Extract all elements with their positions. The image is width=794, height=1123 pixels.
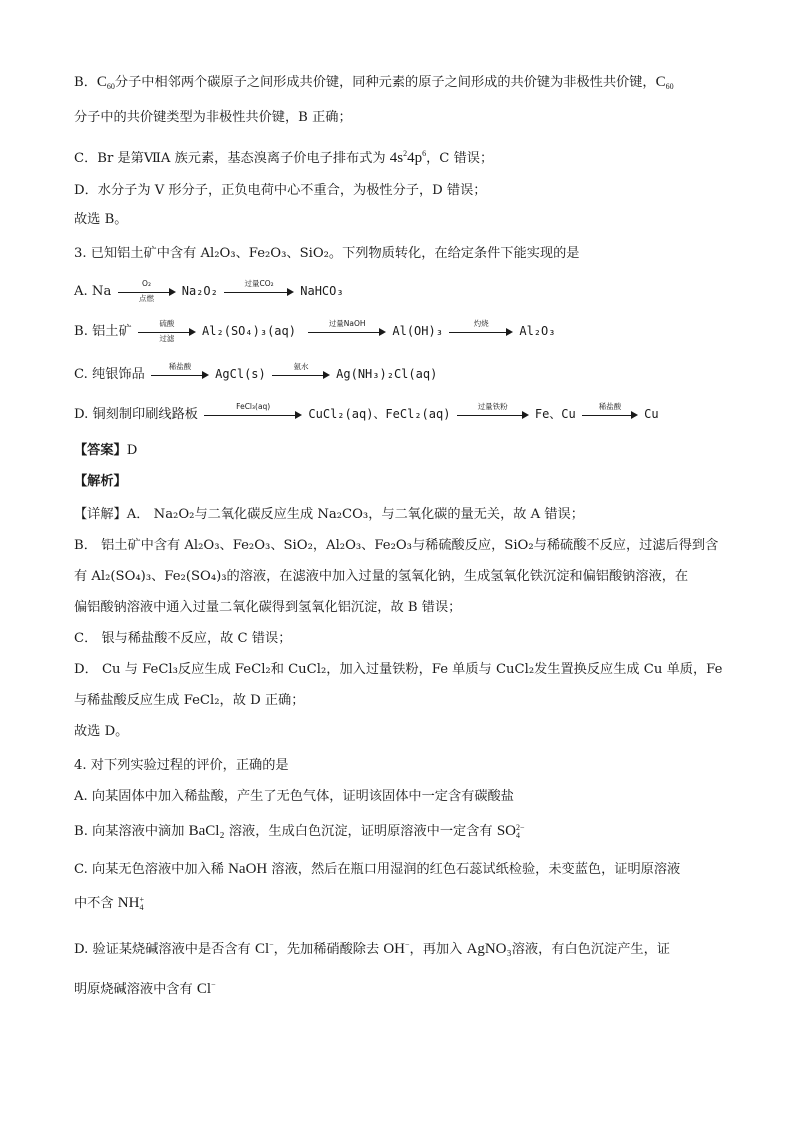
q3-detail-line: 有 Al₂(SO₄)₃、Fe₂(SO₄)₃的溶液，在滤液中加入过量的氢氧化钠，生成氢氧化铁沉淀和偏铝酸钠溶液，在 bbox=[74, 569, 689, 584]
q3-detail-line: B． 铝土矿中含有 Al₂O₃、Fe₂O₃、SiO₂，Al₂O₃、Fe₂O₃与稀硫酸反应，SiO₂与稀硫酸不反应，过滤后得到含 bbox=[74, 538, 719, 553]
formula: AgNO₃ bbox=[466, 941, 512, 957]
q3-detail-line: 【详解】A． Na₂O₂与二氧化碳反应生成 Na₂CO₃，与二氧化碳的量无关，故 A 错误； bbox=[74, 507, 584, 522]
formula: NaOH bbox=[228, 861, 268, 877]
q4-stem: 4. 对下列实验过程的评价，正确的是 bbox=[74, 758, 289, 773]
species: Al₂O₃ bbox=[519, 324, 556, 338]
reaction-arrow: 稀盐酸 bbox=[582, 408, 638, 422]
q3-stem: 3. 已知铝土矿中含有 Al₂O₃、Fe₂O₃、SiO₂。下列物质转化，在给定条件下能实现的是 bbox=[74, 246, 580, 261]
reaction-arrow: 过量铁粉 bbox=[457, 408, 529, 422]
q2-option-d: D．水分子为 V 形分子，正负电荷中心不重合，为极性分子，D 错误； bbox=[74, 183, 487, 198]
reaction-arrow: 过量NaOH bbox=[308, 325, 386, 339]
q3-detail-line: C． 银与稀盐酸不反应，故 C 错误； bbox=[74, 631, 292, 646]
species: Cu bbox=[644, 407, 659, 421]
species: Al₂(SO₄)₃(aq) bbox=[202, 324, 296, 338]
formula-c60: $C_{60}$ bbox=[655, 74, 674, 91]
q2-conclusion: 故选 B。 bbox=[74, 212, 128, 227]
answer-tag: 【答案】 bbox=[74, 443, 127, 458]
reaction-arrow: 灼烧 bbox=[449, 325, 513, 339]
reaction-arrow: 稀盐酸 bbox=[151, 368, 209, 382]
q3-option-a bbox=[74, 278, 344, 303]
reaction-arrow: O₂ 点燃 bbox=[118, 285, 176, 299]
q3-analysis-tag: 【解析】 bbox=[74, 474, 127, 489]
q2-option-b-line2: 分子中的共价键类型为非极性共价键，B 正确； bbox=[74, 110, 352, 125]
ion-chloride: Cl− bbox=[254, 940, 274, 957]
formula-c60: $C_{60}$ bbox=[96, 74, 115, 91]
reaction-arrow: FeCl₃(aq) bbox=[204, 408, 302, 422]
text: B． bbox=[74, 75, 97, 90]
option-label: C. 纯银饰品 bbox=[74, 367, 145, 382]
answer-value: D bbox=[126, 443, 138, 458]
q4-option-d-line1: D. 验证某烧碱溶液中是否含有 Cl−，先加稀硝酸除去 OH−，再加入 AgNO₃溶液，有白色沉淀产生，证 bbox=[74, 940, 670, 957]
q3-option-d bbox=[74, 401, 659, 425]
species: Ag(NH₃)₂Cl(aq) bbox=[336, 367, 438, 381]
q4-option-c-line1: C. 向某无色溶液中加入稀 NaOH 溶液，然后在瓶口用湿润的红色石蕊试纸检验，未变蓝色，证明原溶液 bbox=[74, 861, 681, 877]
q3-detail-line: 与稀盐酸反应生成 FeCl₂，故 D 正确； bbox=[74, 693, 305, 708]
q3-option-b bbox=[74, 318, 556, 343]
species: CuCl₂(aq)、FeCl₂(aq) bbox=[308, 407, 451, 421]
formula: BaCl₂ bbox=[188, 823, 225, 839]
q4-option-b: B. 向某溶液中滴加 BaCl₂ 溶液，生成白色沉淀，证明原溶液中一定含有 SO 2− 4 bbox=[74, 822, 525, 840]
q2-option-c: C．Br 是第ⅦA 族元素，基态溴离子价电子排布式为 $4s^24p^6$，C 错误； bbox=[74, 149, 494, 166]
ion-chloride: Cl− bbox=[196, 980, 216, 997]
q4-option-d-line2: 明原烧碱溶液中含有 Cl− bbox=[74, 980, 216, 997]
q3-detail-line: D． Cu 与 FeCl₃反应生成 FeCl₂和 CuCl₂，加入过量铁粉，Fe 单质与 CuCl₂发生置换反应生成 Cu 单质，Fe bbox=[74, 662, 723, 677]
option-label: D. 铜刻制印刷线路板 bbox=[74, 407, 198, 422]
species: Fe、Cu bbox=[534, 407, 576, 421]
electron-config: $4s^24p^6$ bbox=[389, 149, 427, 166]
option-label: B. 铝土矿 bbox=[74, 324, 132, 339]
q3-detail-line: 偏铝酸钠溶液中通入过量二氧化碳得到氢氧化铝沉淀，故 B 错误； bbox=[74, 600, 462, 615]
q2-option-b-line1 bbox=[74, 72, 674, 97]
ion-sulfate: SO 2− 4 bbox=[496, 822, 525, 840]
q4-option-c-line2: 中不含 NH + 4 bbox=[74, 894, 144, 912]
option-label: A. Na bbox=[74, 284, 112, 299]
ion-ammonium: NH + 4 bbox=[117, 894, 144, 912]
reaction-arrow: 过量CO₂ bbox=[224, 285, 294, 299]
q3-answer bbox=[74, 441, 137, 461]
q4-option-a: A. 向某固体中加入稀盐酸，产生了无色气体，证明该固体中一定含有碳酸盐 bbox=[74, 789, 514, 804]
ion-hydroxide: OH− bbox=[383, 940, 410, 957]
q3-conclusion: 故选 D。 bbox=[74, 724, 129, 739]
species: AgCl(s) bbox=[215, 367, 266, 381]
species: Na₂O₂ bbox=[181, 284, 218, 298]
reaction-arrow: 硫酸 过滤 bbox=[138, 325, 196, 339]
species: Al(OH)₃ bbox=[392, 324, 443, 338]
text: 分子中相邻两个碳原子之间形成共价键，同种元素的原子之间形成的共价键为非极性共价键， bbox=[114, 75, 656, 90]
q3-option-c bbox=[74, 361, 438, 385]
reaction-arrow: 氨水 bbox=[272, 368, 330, 382]
species: NaHCO₃ bbox=[300, 284, 344, 298]
